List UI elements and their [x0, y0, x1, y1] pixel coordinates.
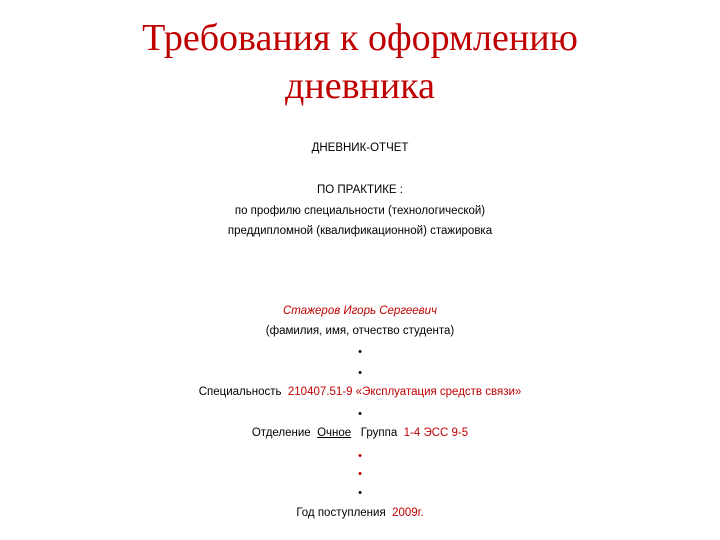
- page-title: [0, 14, 720, 110]
- group-value: 1-4 ЭСС 9-5: [403, 427, 469, 439]
- title-line-2: дневника: [285, 65, 435, 107]
- student-caption: (фамилия, имя, отчество студента): [265, 325, 455, 337]
- specialty-value: 210407.51-9 «Эксплуатация средств связи»: [287, 386, 522, 398]
- specialty-label: Специальность: [198, 386, 282, 398]
- bullet-2: •: [358, 367, 362, 379]
- diary-heading: ДНЕВНИК-ОТЧЕТ: [311, 142, 409, 154]
- specialty-line: [0, 384, 720, 400]
- prediploma-line: преддипломной (квалификационной) стажировка: [227, 225, 493, 237]
- bullet-5: •: [358, 468, 362, 480]
- enrollment-line: [0, 505, 720, 521]
- profile-line: по профилю специальности (технологической): [234, 205, 486, 217]
- bullet-1: •: [358, 346, 362, 358]
- bullet-3: •: [358, 408, 362, 420]
- group-label: Группа: [360, 427, 398, 439]
- enrollment-value: 2009г.: [392, 507, 424, 519]
- bullet-6: •: [358, 487, 362, 499]
- department-line: [0, 425, 720, 441]
- bullet-4: •: [358, 450, 362, 462]
- student-name: Стажеров Игорь Сергеевич: [282, 305, 438, 317]
- department-value: Очное: [317, 427, 352, 439]
- title-line-1: Требования к оформлению: [142, 17, 578, 59]
- practice-label: ПО ПРАКТИКЕ :: [317, 184, 403, 196]
- department-label: Отделение: [251, 427, 311, 439]
- enrollment-label: Год поступления: [296, 507, 386, 519]
